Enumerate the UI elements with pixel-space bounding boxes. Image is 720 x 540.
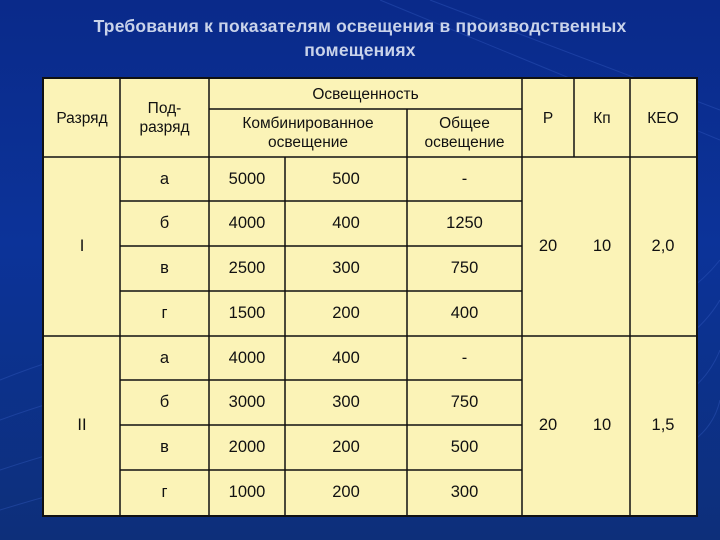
cell-combined-general: 200 xyxy=(332,438,360,456)
cell-combined-total: 5000 xyxy=(228,169,266,188)
header-combined-lighting xyxy=(209,109,407,157)
cell-combined-total: 1500 xyxy=(228,304,266,322)
cell-general: 300 xyxy=(450,483,479,501)
title-line-2: помещениях xyxy=(304,40,416,60)
group-kp-value: 10 xyxy=(592,416,612,434)
cell-subrazryad: б xyxy=(159,214,170,232)
cell-general: 1250 xyxy=(446,214,483,232)
cell-combined-general: 400 xyxy=(332,214,360,232)
cell-combined-general: 500 xyxy=(332,169,360,188)
header-combined-line-2: освещение xyxy=(267,134,349,151)
group-razryad: I xyxy=(79,237,85,255)
cell-general: - xyxy=(461,169,468,188)
cell-combined-general: 400 xyxy=(332,348,360,367)
header-podrazryad xyxy=(120,79,209,157)
header-general-line-2: освещение xyxy=(424,134,505,151)
header-podrazryad-line-2: разряд xyxy=(139,119,190,136)
cell-subrazryad: г xyxy=(161,304,168,322)
cell-combined-general: 200 xyxy=(332,304,360,322)
cell-general: 750 xyxy=(450,393,479,411)
page-title xyxy=(40,14,680,62)
group-p-value: 20 xyxy=(538,416,558,434)
cell-subrazryad: в xyxy=(160,259,169,277)
title-line-1: Требования к показателям освещения в производственных xyxy=(93,16,627,36)
cell-combined-general: 300 xyxy=(332,393,360,411)
cell-combined-total: 2500 xyxy=(228,259,266,277)
header-general-line-1: Общее xyxy=(439,115,490,132)
cell-combined-total: 1000 xyxy=(228,483,266,501)
cell-general: 500 xyxy=(450,438,479,456)
cell-subrazryad: г xyxy=(161,483,168,501)
cell-general: 400 xyxy=(450,304,479,322)
group-keo-value: 1,5 xyxy=(651,416,675,434)
cell-general: 750 xyxy=(450,259,479,277)
header-kp: Кп xyxy=(593,109,611,127)
header-keo: КЕО xyxy=(647,109,679,127)
lighting-requirements-table xyxy=(42,77,698,517)
group-razryad: II xyxy=(77,416,87,434)
header-combined-line-1: Комбинированное xyxy=(242,115,374,132)
group-kp-value: 10 xyxy=(592,237,612,255)
group-keo-value: 2,0 xyxy=(651,237,675,255)
cell-combined-total: 3000 xyxy=(228,393,266,411)
cell-subrazryad: а xyxy=(159,169,170,188)
cell-combined-general: 300 xyxy=(332,259,360,277)
header-podrazryad-line-1: Под- xyxy=(147,100,182,117)
group-p-value: 20 xyxy=(538,237,558,255)
header-osveshchennost: Освещенность xyxy=(312,85,419,103)
cell-subrazryad: а xyxy=(159,348,170,367)
cell-combined-total: 4000 xyxy=(228,214,266,232)
cell-general: - xyxy=(461,348,468,367)
header-general-lighting xyxy=(407,109,522,157)
cell-combined-total: 2000 xyxy=(228,438,266,456)
cell-combined-total: 4000 xyxy=(228,348,266,367)
header-razryad: Разряд xyxy=(56,109,108,127)
cell-combined-general: 200 xyxy=(332,483,360,501)
cell-subrazryad: в xyxy=(160,438,169,456)
header-p: Р xyxy=(542,109,554,127)
cell-subrazryad: б xyxy=(159,393,170,411)
